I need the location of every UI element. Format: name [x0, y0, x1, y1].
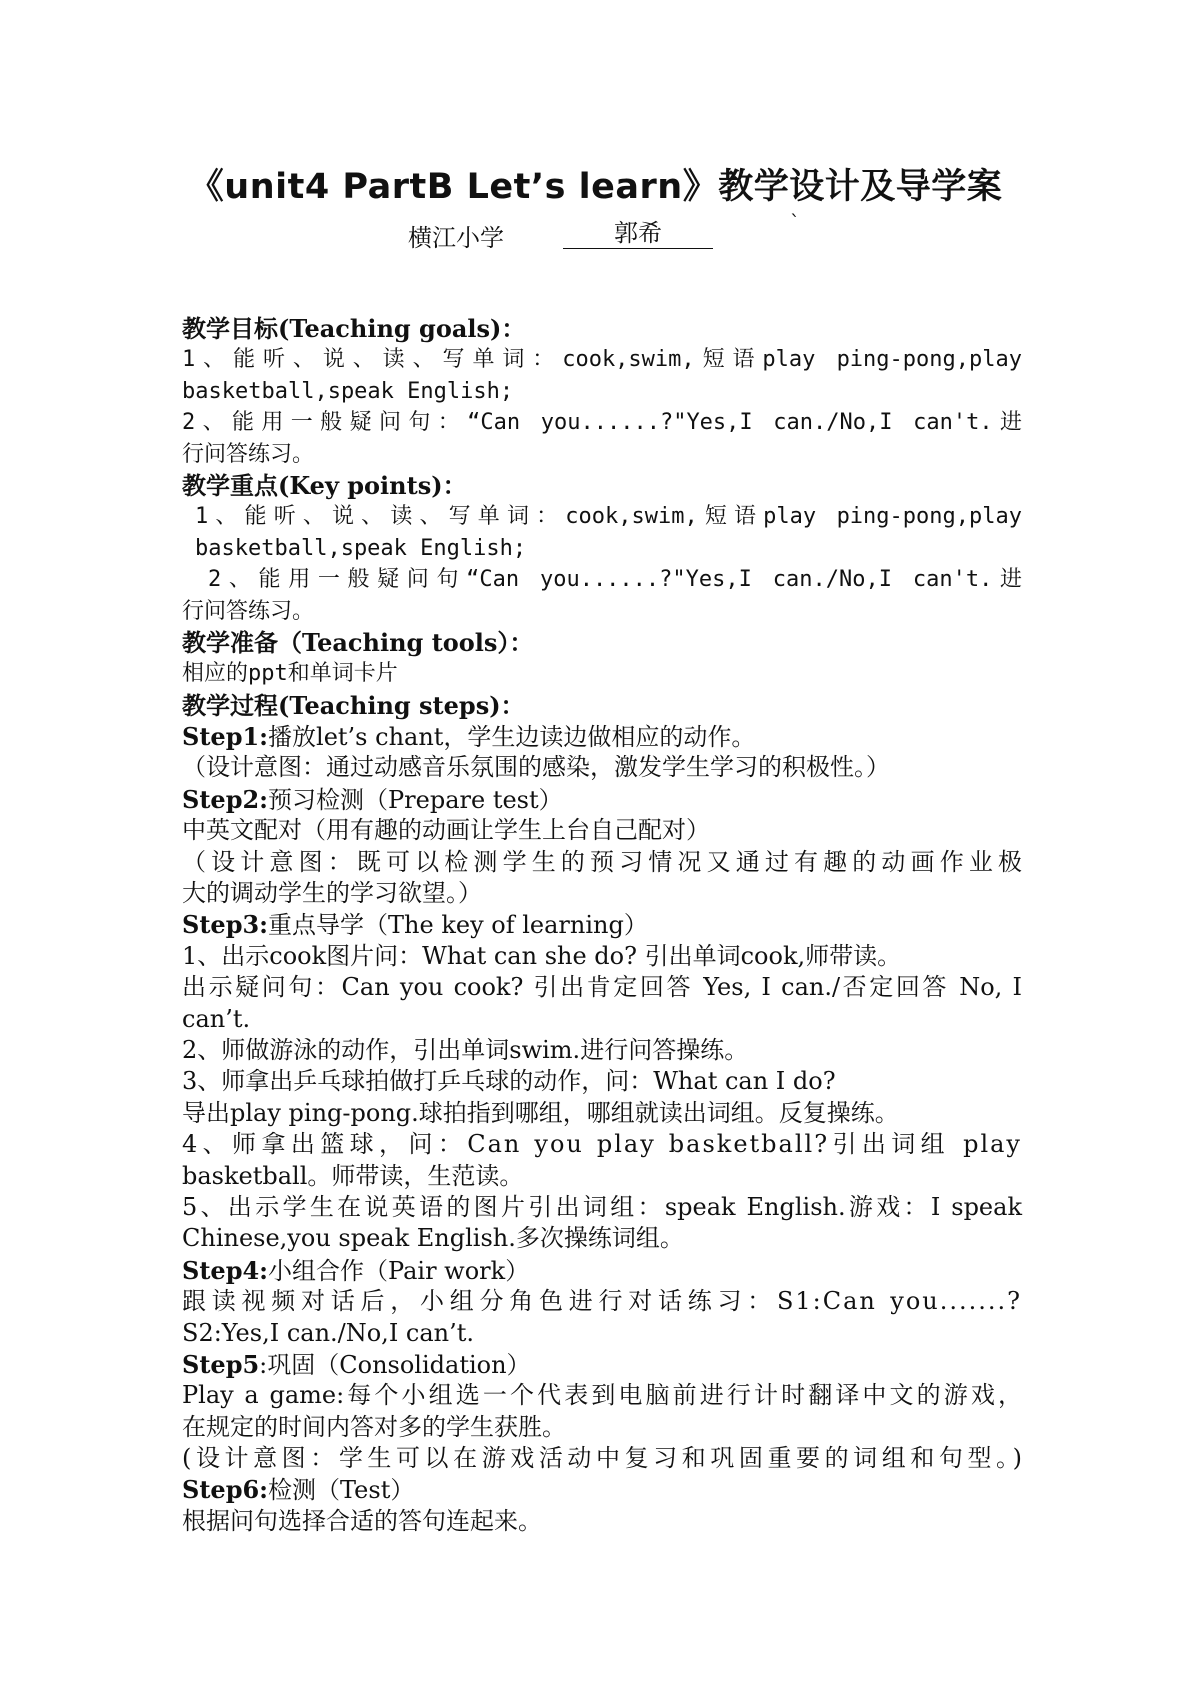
key-points-heading: 教学重点(Key points)：: [182, 470, 467, 500]
document-body: [182, 313, 1022, 1537]
goals-line: 行问答练习。: [182, 441, 315, 467]
step5-body: 在规定的时间内答对多的学生获胜。: [182, 1412, 566, 1441]
key-points-line: basketball,speak English;: [195, 535, 527, 561]
school-name: 横江小学: [408, 224, 504, 252]
step3-body: Chinese,you speak English.多次操练词组。: [182, 1224, 684, 1253]
step3-line: [182, 909, 1022, 940]
step4-line: [182, 1255, 1022, 1286]
step6-text: 检测（Test）: [268, 1476, 415, 1505]
step2-line: [182, 784, 1022, 815]
step1-note: （设计意图：通过动感音乐氛围的感染，激发学生学习的积极性。）: [182, 753, 890, 782]
goals-line: 1、能听、说、读、写单词：cook,swim,短语play ping-pong,play: [182, 347, 1022, 373]
key-points-line: 1、能听、说、读、写单词：cook,swim,短语play ping-pong,play: [195, 504, 1022, 530]
goals-line: basketball,speak English;: [182, 378, 514, 404]
byline: [0, 210, 1191, 258]
step3-text: 重点导学（The key of learning）: [268, 911, 648, 940]
step1-line: [182, 721, 1022, 752]
step5-line: [182, 1349, 1022, 1380]
step6-body: 根据问句选择合适的答句连起来。: [182, 1506, 542, 1535]
key-points-line: 2、能用一般疑问句“Can you......?"Yes,I can./No,I can't.进: [208, 567, 1022, 593]
step2-body: 中英文配对（用有趣的动画让学生上台自己配对）: [182, 816, 710, 845]
step3-body: can’t.: [182, 1004, 251, 1033]
step2-note: 大的调动学生的学习欲望。）: [182, 879, 482, 908]
step1-text: 播放let’s chant，学生边读边做相应的动作。: [268, 723, 756, 752]
step3-label: Step3:: [182, 910, 269, 940]
step3-body: 4、师拿出篮球，问：Can you play basketball?引出词组 play: [182, 1130, 1022, 1159]
tools-line: 相应的ppt和单词卡片: [182, 661, 398, 687]
goals-heading: 教学目标(Teaching goals)：: [182, 314, 526, 343]
step3-body: 导出play ping-pong.球拍指到哪组，哪组就读出词组。反复操练。: [182, 1098, 899, 1127]
step5-text: :巩固（Consolidation）: [259, 1350, 531, 1379]
author-name: 郭希: [563, 218, 713, 249]
step5-body: Play a game:每个小组选一个代表到电脑前进行计时翻译中文的游戏，: [182, 1381, 1022, 1410]
step4-body: S2:Yes,I can./No,I can’t.: [182, 1318, 475, 1347]
step2-note: （设计意图：既可以检测学生的预习情况又通过有趣的动画作业极: [182, 847, 1022, 876]
steps-heading: 教学过程(Teaching steps)：: [182, 690, 525, 720]
step4-text: 小组合作（Pair work）: [268, 1256, 530, 1285]
step2-text: 预习检测（Prepare test）: [268, 785, 563, 814]
step4-label: Step4:: [182, 1255, 269, 1285]
step4-body: 跟读视频对话后，小组分角色进行对话练习：S1:Can you.......?: [182, 1287, 1022, 1316]
step5-note: (设计意图：学生可以在游戏活动中复习和巩固重要的词组和句型。): [182, 1444, 1022, 1473]
stray-mark: `: [790, 210, 800, 234]
step2-label: Step2:: [182, 784, 269, 814]
step3-body: basketball。师带读，生范读。: [182, 1161, 524, 1190]
step3-body: 3、师拿出乒乓球拍做打乒乓球的动作，问：What can I do?: [182, 1067, 836, 1096]
step5-label: Step5: [182, 1349, 260, 1379]
step3-body: 出示疑问句：Can you cook? 引出肯定回答 Yes, I can./否定回答 No, I: [182, 973, 1022, 1002]
document-title: 《unit4 PartB Let’s learn》教学设计及导学案: [188, 167, 1003, 207]
step1-label: Step1:: [182, 722, 269, 752]
tools-heading: 教学准备（Teaching tools）：: [182, 627, 534, 657]
step6-label: Step6:: [182, 1475, 269, 1505]
step3-body: 5、出示学生在说英语的图片引出词组：speak English.游戏：I speak: [182, 1192, 1022, 1221]
key-points-line: 行问答练习。: [182, 598, 315, 624]
goals-line: 2、能用一般疑问句：“Can you......?"Yes,I can./No,I can't.进: [182, 410, 1022, 436]
step6-line: [182, 1474, 1022, 1505]
step3-body: 1、出示cook图片问：What can she do? 引出单词cook,师带读。: [182, 941, 902, 970]
step3-body: 2、师做游泳的动作，引出单词swim.进行问答操练。: [182, 1035, 749, 1064]
